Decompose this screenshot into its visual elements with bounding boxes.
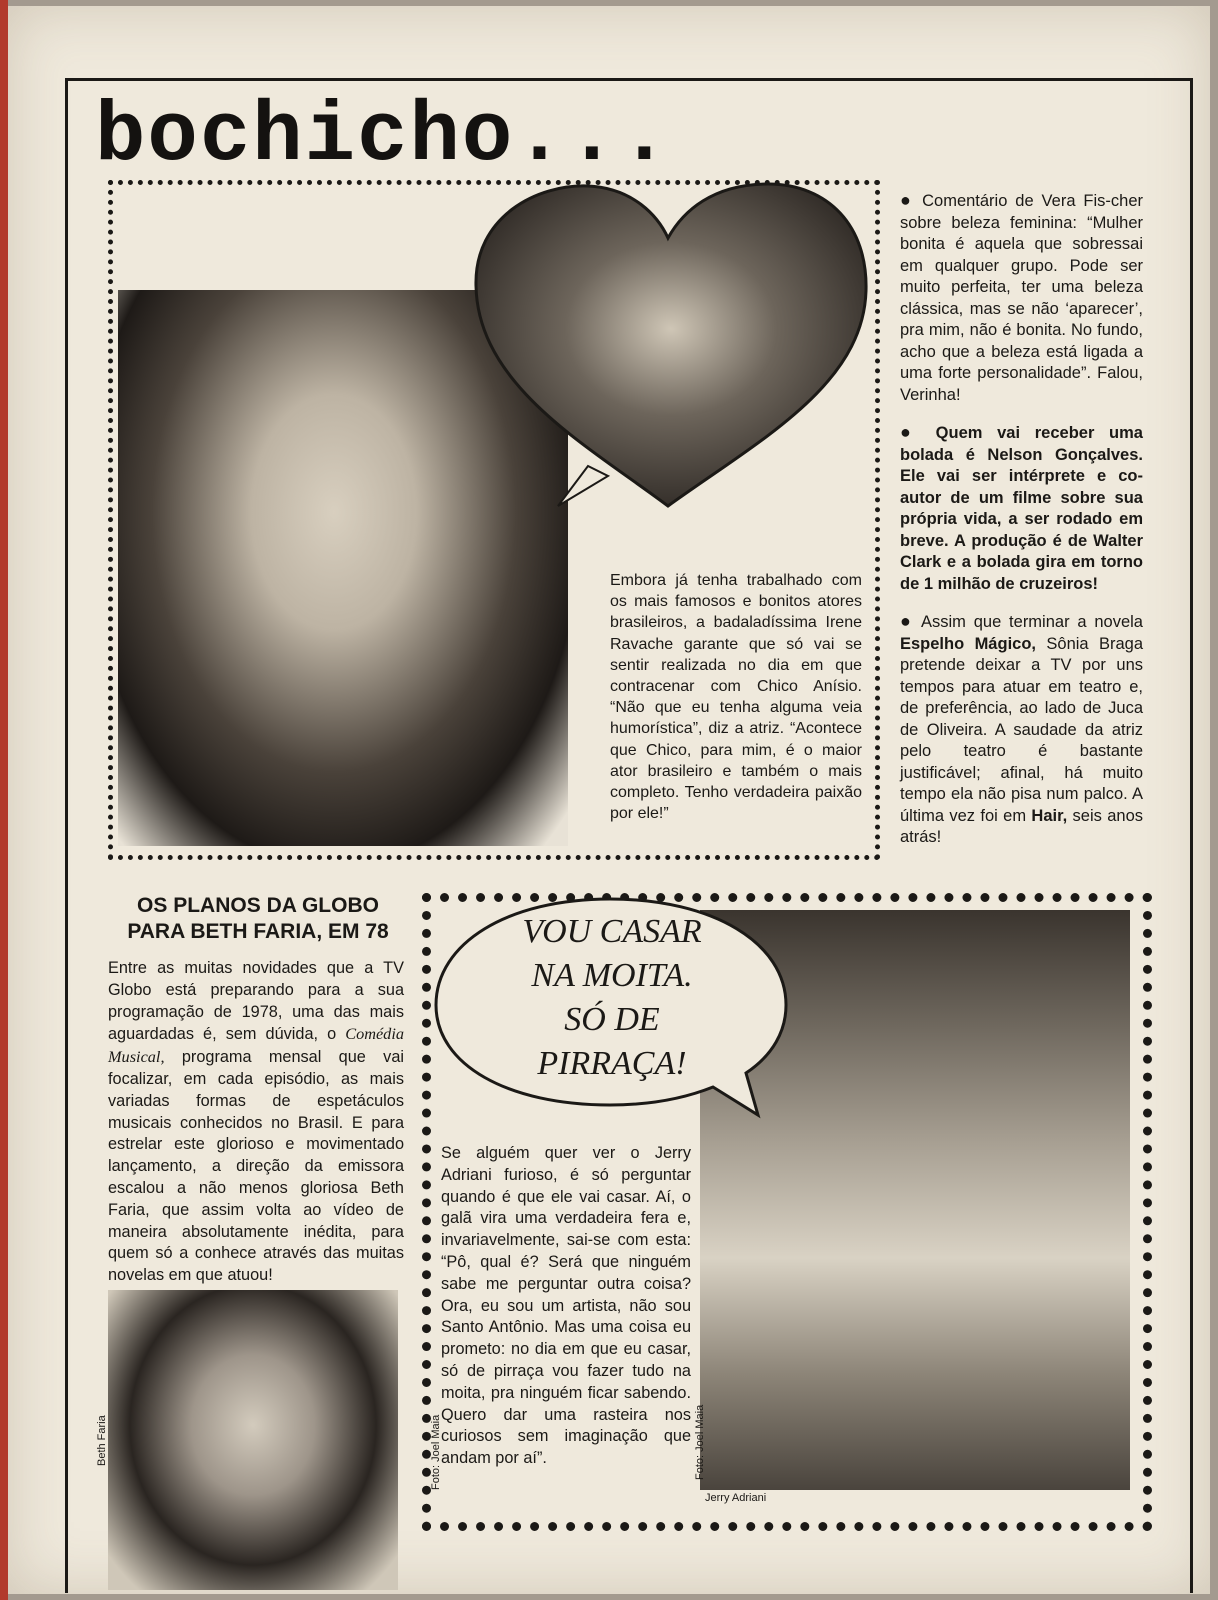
quote-line: SÓ DE — [564, 1001, 660, 1038]
bullet-icon: ● — [900, 422, 921, 442]
beth-text-b: programa mensal que vai focalizar, em cada episódio, as mais variadas formas de espetáculos musicais conhecidos no Brasil. E para estrelar este glorioso e movimentado lançamento, a direção da emissora escalou a não menos gloriosa Beth Faria, que assim volta ao vídeo de maneira absolutamente inédita, para quem só a conhece através das muitas novelas em que atuou! — [108, 1048, 404, 1285]
page-title: bochicho... — [95, 90, 672, 185]
sonia-text-a: Assim que terminar a novela — [921, 613, 1143, 631]
quote-line: PIRRAÇA! — [537, 1045, 687, 1082]
vera-fischer-text: Comentário de Vera Fis-cher sobre beleza feminina: “Mulher bonita é aquela que sobressai em qualquer grupo. Pode ser muito perfeita, ter uma beleza clássica, mas se não ‘aparecer’, pra mim, não é bonita. No fundo, acho que a beleza está ligada a uma forte personalidade”. Falou, Verinha! — [900, 192, 1143, 404]
nelson-goncalves-item — [900, 422, 1143, 595]
beth-text-a: Entre as muitas novidades que a TV Globo está preparando para a sua programação de 1978, uma das mais aguardadas é, sem dúvida, o — [108, 959, 404, 1044]
sonia-braga-item — [900, 611, 1143, 849]
novela-title: Espelho Mágico, — [900, 634, 1036, 653]
nelson-goncalves-text: Quem vai receber uma bolada é Nelson Gonçalves. Ele vai ser intérprete e co-autor de um filme sobre sua própria vida, a ser rodado em breve. A produção é de Walter Clark e a bolada gira em torno de 1 milhão de cruzeiros! — [900, 424, 1143, 593]
photo-credit-left: Foto: Joel Maia — [430, 1414, 442, 1490]
beth-faria-photo — [108, 1290, 398, 1590]
right-column — [900, 190, 1143, 865]
irene-ravache-text: Embora já tenha trabalhado com os mais famosos e bonitos atores brasileiros, a badaladíssima Irene Ravache garante que só vai se sentir realizada no dia em que contracenar com Chico Anísio. “Não que eu tenha alguma veia humorística”, diz a atriz. “Acontece que Chico, para mim, é o maior ator brasileiro e também o mais completo. Tenho verdadeira paixão por ele!” — [610, 572, 862, 823]
photo-credit-right: Foto: Joel Maia — [694, 1404, 706, 1480]
beth-faria-caption: Beth Faria — [96, 1415, 108, 1466]
beth-faria-text — [108, 958, 404, 1287]
heart-photo-frame — [468, 176, 873, 526]
page-edge-strip — [0, 0, 8, 1600]
quote-line: NA MOITA. — [531, 957, 693, 994]
sonia-text-b: Sônia Braga pretende deixar a TV por uns tempos para atuar em teatro e, de preferência, ao lado de Juca de Oliveira. A saudade da atriz pelo teatro é bastante justificável; afinal, há muito tempo ela não pisa num palco. A última vez foi em — [900, 634, 1144, 825]
jerry-quote — [462, 910, 762, 1086]
vera-fischer-item — [900, 190, 1143, 406]
jerry-adriani-caption: Jerry Adriani — [705, 1492, 767, 1504]
quote-line: VOU CASAR — [522, 913, 702, 950]
sonia-text-c: seis anos atrás! — [900, 806, 1143, 846]
play-title: Hair, — [1031, 806, 1068, 825]
program-title: Comédia Musical, — [108, 1024, 404, 1067]
bullet-icon: ● — [900, 190, 915, 210]
bullet-icon: ● — [900, 611, 915, 631]
beth-faria-headline: OS PLANOS DA GLOBO PARA BETH FARIA, EM 78 — [127, 894, 389, 943]
jerry-adriani-text: Se alguém quer ver o Jerry Adriani furioso, é só perguntar quando é que ele vai casar. Aí, o galã vira uma verdadeira fera e, invariavelmente, sai-se com esta: “Pô, qual é? Será que ninguém sabe me perguntar outra coisa? Ora, eu sou um artista, não sou Santo Antônio. Mas uma coisa eu prometo: no dia em que eu casar, só de pirraça vou fazer tudo na moita, pra ninguém ficar sabendo. Quero dar uma rasteira nos curiosos sem imaginação que andam por aí”. — [441, 1144, 691, 1468]
